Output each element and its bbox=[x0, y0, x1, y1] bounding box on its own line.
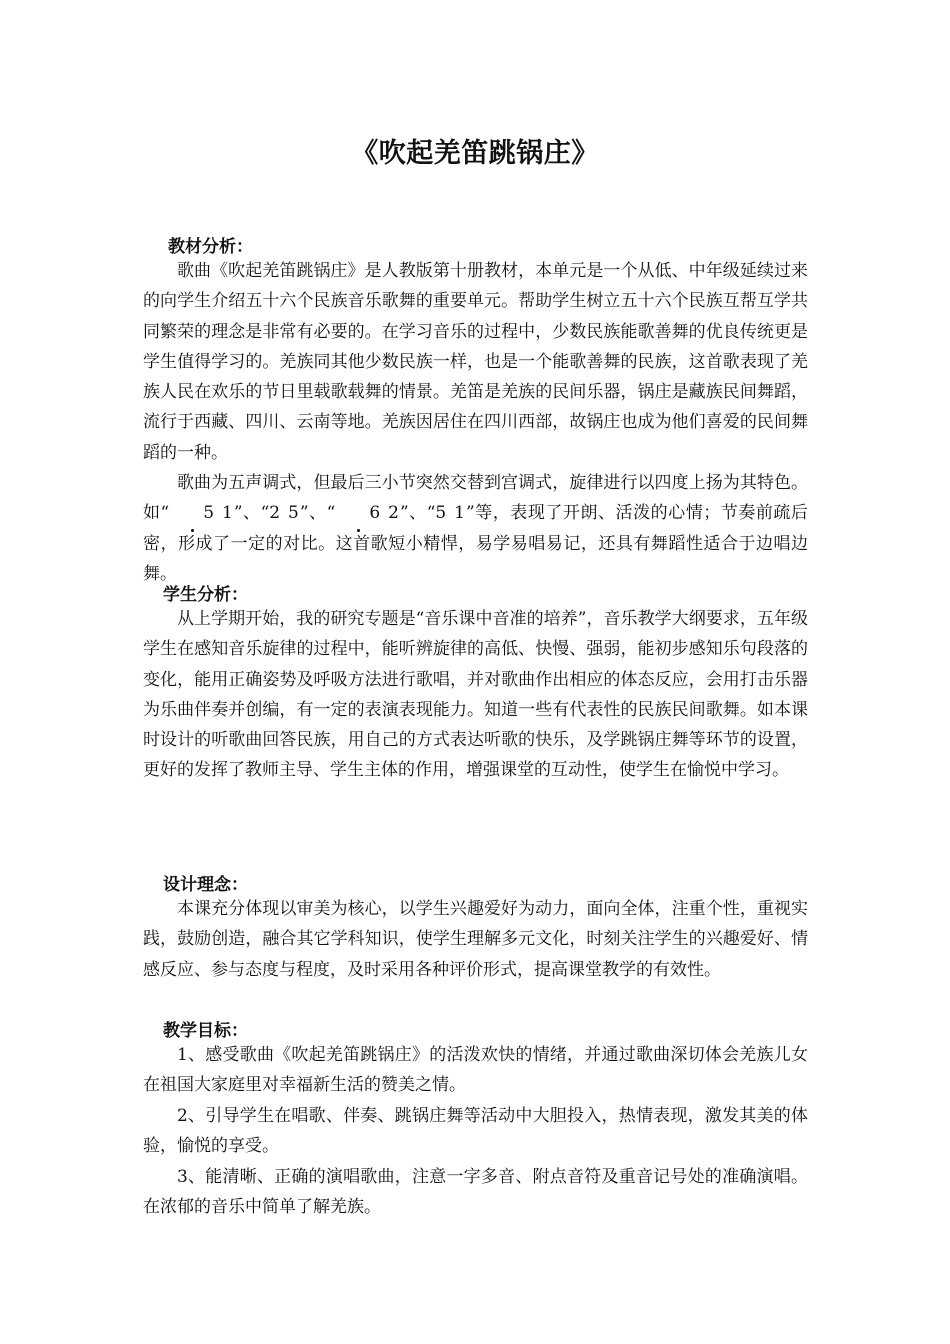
low-octave-note: 5 bbox=[169, 498, 215, 528]
separator: ”、“ bbox=[233, 503, 270, 524]
text-segment: ”等，表现了开朗、活泼的心情；节奏前疏后密，形成了一定的对比。这首歌短小精悍，易学易唱易记，还具有舞蹈性适合于边唱边舞。 bbox=[143, 503, 808, 584]
paragraph-students: 从上学期开始，我的研究专题是“音乐课中音准的培养”，音乐教学大纲要求，五年级学生在感知音乐旋律的过程中，能听辨旋律的高低、快慢、强弱，能初步感知乐句段落的变化，能用正确姿势及呼吸方法进行歌唱，并对歌曲作出相应的体态反应，会用打击乐器为乐曲伴奏并创编，有一定的表演表现能力。知道一些有代表性的民族民间歌舞。如本课时设计的听歌曲回答民族，用自己的方式表达听歌的快乐，及学跳锅庄舞等环节的设置，更好的发挥了教师主导、学生主体的作用，增强课堂的互动性，使学生在愉悦中学习。 bbox=[143, 609, 808, 781]
heading-design-concept: 设计理念： bbox=[163, 875, 248, 895]
note: 2 bbox=[381, 503, 400, 524]
notation-5-1 bbox=[169, 503, 234, 523]
note: 1 bbox=[215, 503, 234, 524]
separator: ”、“ bbox=[299, 503, 336, 524]
paragraph-material-1: 歌曲《吹起羌笛跳锅庄》是人教版第十册教材，本单元是一个从低、中年级延续过来的向学生介绍五十六个民族音乐歌舞的重要单元。帮助学生树立五十六个民族互帮互学共同繁荣的理念是非常有必要的。在学习音乐的过程中，少数民族能歌善舞的优良传统更是学生值得学习的。羌族同其他少数民族一样，也是一个能歌善舞的民族，这首歌表现了羌族人民在欢乐的节日里载歌载舞的情景。羌笛是羌族的民间乐器，锅庄是藏族民间舞蹈，流行于西藏、四川、云南等地。羌族因居住在四川西部，故锅庄也成为他们喜爱的民间舞蹈的一种。 bbox=[143, 261, 808, 463]
heading-material-analysis: 教材分析： bbox=[168, 237, 253, 257]
goal-2: 2、引导学生在唱歌、伴奏、跳锅庄舞等活动中大胆投入，热情表现，激发其美的体验，愉悦的享受。 bbox=[143, 1106, 808, 1157]
goal-3: 3、能清晰、正确的演唱歌曲，注意一字多音、附点音符及重音记号处的准确演唱。在浓郁的音乐中简单了解羌族。 bbox=[143, 1167, 808, 1218]
paragraph-material-2 bbox=[143, 468, 808, 589]
notation-6-2 bbox=[335, 503, 400, 523]
heading-teaching-goals: 教学目标： bbox=[163, 1021, 248, 1041]
notation-5-1-b: 5 1 bbox=[435, 503, 466, 524]
low-octave-note: 6 bbox=[335, 498, 381, 528]
goal-1: 1、感受歌曲《吹起羌笛跳锅庄》的活泼欢快的情绪，并通过歌曲深切体会羌族儿女在祖国大家庭里对幸福新生活的赞美之情。 bbox=[143, 1045, 808, 1096]
document-title: 《吹起羌笛跳锅庄》 bbox=[351, 138, 599, 169]
paragraph-concept: 本课充分体现以审美为核心，以学生兴趣爱好为动力，面向全体，注重个性，重视实践，鼓励创造，融合其它学科知识，使学生理解多元文化，时刻关注学生的兴趣爱好、情感反应、参与态度与程度，及时采用各种评价形式，提高课堂教学的有效性。 bbox=[143, 899, 808, 980]
notation-2-5: 2 5 bbox=[269, 503, 300, 524]
heading-student-analysis: 学生分析： bbox=[163, 585, 248, 605]
text-segment: 歌曲为五声调式，但最后三小节突然交替到宫调式，旋律进行以四度上扬为其特色。如“ bbox=[143, 473, 808, 524]
separator: ”、“ bbox=[399, 503, 436, 524]
